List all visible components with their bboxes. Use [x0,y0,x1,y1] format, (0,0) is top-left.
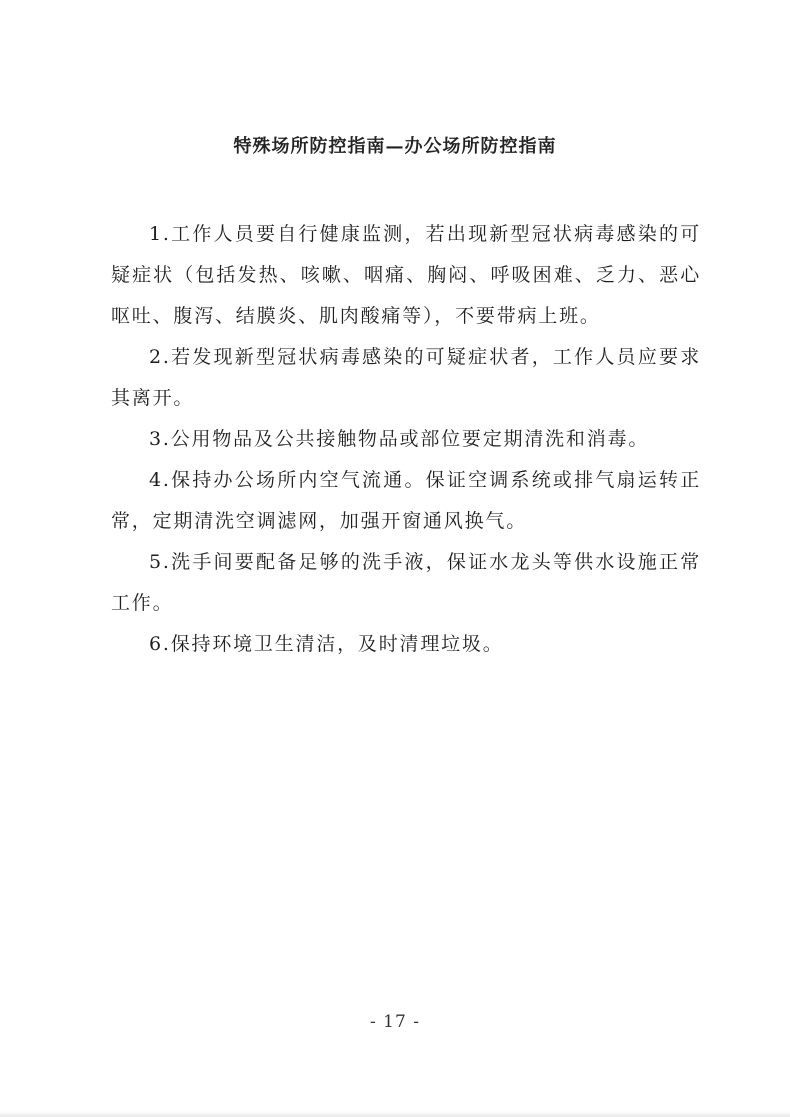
guideline-item-4: 4.保持办公场所内空气流通。保证空调系统或排气扇运转正常，定期清洗空调滤网，加强开窗通风换气。 [111,469,701,532]
scan-edge-shadow [0,1111,790,1117]
document-title: 特殊场所防控指南—办公场所防控指南 [233,136,557,157]
guideline-item-3: 3.公用物品及公共接触物品或部位要定期清洗和消毒。 [149,428,650,450]
guideline-item-5: 5.洗手间要配备足够的洗手液，保证水龙头等供水设施正常工作。 [111,551,701,614]
guideline-item-1: 1.工作人员要自行健康监测，若出现新型冠状病毒感染的可疑症状（包括发热、咳嗽、咽痛、胸闷、呼吸困难、乏力、恶心呕吐、腹泻、结膜炎、肌肉酸痛等），不要带病上班。 [111,223,701,327]
page-number: - 17 - [370,1012,420,1032]
guideline-item-2: 2.若发现新型冠状病毒感染的可疑症状者，工作人员应要求其离开。 [111,346,701,409]
document-body [111,214,701,665]
guideline-item-6: 6.保持环境卫生清洁，及时清理垃圾。 [149,633,504,655]
